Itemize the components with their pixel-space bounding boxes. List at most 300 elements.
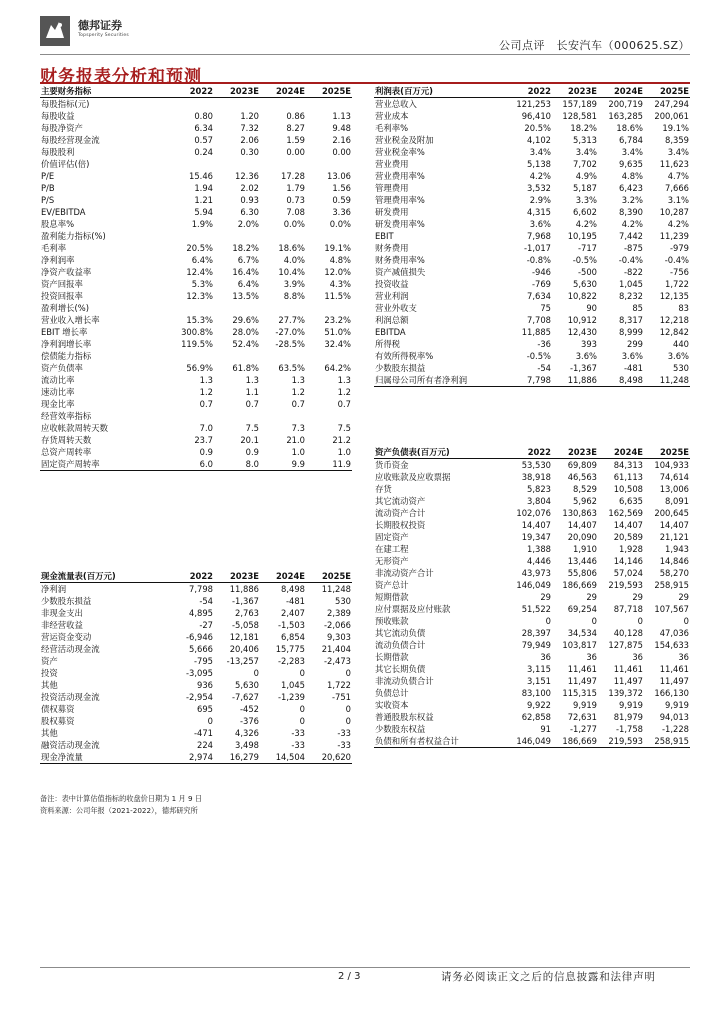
row-label: P/B bbox=[41, 183, 55, 193]
cell-value: 7.3 bbox=[291, 423, 305, 433]
cell-value: 12.36 bbox=[235, 171, 259, 181]
cell-value: 15.46 bbox=[189, 171, 213, 181]
cell-value: -1,017 bbox=[524, 243, 551, 253]
cell-value bbox=[214, 158, 260, 170]
cell-value: -7,627 bbox=[232, 692, 259, 702]
cell-value: 20.5% bbox=[524, 123, 551, 133]
company-logo-icon bbox=[40, 16, 70, 46]
table-row bbox=[40, 122, 352, 134]
brand-name: 德邦证券 bbox=[78, 19, 122, 32]
cell-value: 7,798 bbox=[506, 374, 552, 387]
row-label: 长期借款 bbox=[375, 652, 409, 662]
cell-value: 8,359 bbox=[665, 135, 689, 145]
table-row bbox=[374, 507, 690, 519]
table-row bbox=[374, 242, 690, 254]
cell-value: 5,823 bbox=[527, 484, 551, 494]
row-label: EBITDA bbox=[375, 327, 406, 337]
cell-value: -54 bbox=[537, 363, 551, 373]
cell-value: 2.02 bbox=[240, 183, 259, 193]
table-row bbox=[40, 290, 352, 302]
cell-value: 7.32 bbox=[240, 123, 259, 133]
row-label: 应收帐款周转天数 bbox=[41, 423, 108, 433]
cell-value: -2,283 bbox=[278, 656, 305, 666]
row-label: 股权募资 bbox=[41, 716, 75, 726]
cell-value bbox=[214, 302, 260, 314]
cell-value: 85 bbox=[632, 303, 643, 313]
cell-value: 119.5% bbox=[181, 339, 213, 349]
row-label: 经营效率指标 bbox=[41, 411, 92, 421]
row-label: 盈利能力指标(%) bbox=[41, 231, 106, 241]
cell-value: 7,442 bbox=[619, 231, 643, 241]
row-label: 营业利润 bbox=[375, 291, 409, 301]
row-label: 研发费用率% bbox=[375, 219, 425, 229]
cell-value: -0.5% bbox=[572, 255, 597, 265]
row-label: 营业收入增长率 bbox=[41, 315, 100, 325]
table-row bbox=[40, 242, 352, 254]
cell-value: 10,508 bbox=[613, 484, 643, 494]
cell-value: 121,253 bbox=[516, 99, 551, 109]
row-label: EV/EBITDA bbox=[41, 207, 86, 217]
cell-value: 64.2% bbox=[324, 363, 351, 373]
row-label: 营业税金及附加 bbox=[375, 135, 434, 145]
row-label: 非经营收益 bbox=[41, 620, 83, 630]
cell-value: 20,589 bbox=[613, 532, 643, 542]
cell-value: -13,257 bbox=[226, 656, 259, 666]
cell-value: 9,635 bbox=[619, 159, 643, 169]
cell-value: 28.0% bbox=[232, 327, 259, 337]
cell-value: 7.5 bbox=[337, 423, 351, 433]
table-row bbox=[40, 206, 352, 218]
cell-value bbox=[168, 158, 214, 170]
cell-value: 1.2 bbox=[199, 387, 213, 397]
table-row bbox=[40, 230, 352, 242]
cell-value: 103,817 bbox=[562, 640, 597, 650]
cell-value: 11.5% bbox=[324, 291, 351, 301]
table-row bbox=[40, 278, 352, 290]
cell-value: 7.08 bbox=[286, 207, 305, 217]
table-row bbox=[374, 290, 690, 302]
cell-value: 7,666 bbox=[665, 183, 689, 193]
cell-value: 20,620 bbox=[306, 751, 352, 764]
row-label: 资产负债率 bbox=[41, 363, 83, 373]
cell-value: 5,630 bbox=[573, 279, 597, 289]
row-label: 短期借款 bbox=[375, 592, 409, 602]
balance-sheet-table bbox=[374, 446, 690, 748]
cell-value: 0.0% bbox=[283, 219, 305, 229]
cell-value: 21,404 bbox=[321, 644, 351, 654]
cell-value: 3.6% bbox=[575, 351, 597, 361]
cell-value: 57,024 bbox=[613, 568, 643, 578]
row-label: 应付票据及应付账款 bbox=[375, 604, 451, 614]
row-label: 现金比率 bbox=[41, 399, 75, 409]
cell-value: 6.34 bbox=[194, 123, 213, 133]
cell-value: 128,581 bbox=[562, 111, 597, 121]
cell-value: 0.30 bbox=[240, 147, 259, 157]
cell-value: 58,270 bbox=[659, 568, 689, 578]
cell-value: 2025E bbox=[306, 570, 352, 583]
cell-value: 53,530 bbox=[521, 460, 551, 470]
row-label: 资产回报率 bbox=[41, 279, 83, 289]
cell-value: 40,128 bbox=[613, 628, 643, 638]
row-label: 利润总额 bbox=[375, 315, 409, 325]
page-number: 2 / 3 bbox=[338, 971, 361, 982]
table-row bbox=[40, 434, 352, 446]
cell-value: 3.3% bbox=[575, 195, 597, 205]
cell-value: -0.5% bbox=[526, 351, 551, 361]
cell-value: 146,049 bbox=[506, 735, 552, 748]
table-row bbox=[374, 723, 690, 735]
row-label: 价值评估(倍) bbox=[41, 159, 90, 169]
row-label: 投资收益 bbox=[375, 279, 409, 289]
cell-value: 1,045 bbox=[619, 279, 643, 289]
cell-value: 29 bbox=[540, 592, 551, 602]
cell-value: 14,504 bbox=[260, 751, 306, 764]
table-row bbox=[40, 655, 352, 667]
row-label: 普通股股东权益 bbox=[375, 712, 434, 722]
cell-value: 12.4% bbox=[186, 267, 213, 277]
table-row bbox=[40, 134, 352, 146]
cell-value: 4.2% bbox=[575, 219, 597, 229]
cell-value: 81,979 bbox=[613, 712, 643, 722]
cell-value: -33 bbox=[337, 728, 351, 738]
table-row bbox=[374, 146, 690, 158]
cell-value: -769 bbox=[531, 279, 551, 289]
table-row bbox=[40, 254, 352, 266]
cell-value: 1,388 bbox=[527, 544, 551, 554]
cell-value: 4,102 bbox=[527, 135, 551, 145]
cell-value bbox=[306, 350, 352, 362]
cell-value: 36 bbox=[632, 652, 643, 662]
cell-value: 5,666 bbox=[189, 644, 213, 654]
cell-value: 219,593 bbox=[598, 735, 644, 748]
table-row bbox=[374, 603, 690, 615]
table-row bbox=[374, 567, 690, 579]
cell-value: 7,968 bbox=[527, 231, 551, 241]
cell-value: 0 bbox=[345, 704, 351, 714]
table-row bbox=[374, 182, 690, 194]
cell-value: 4.9% bbox=[575, 171, 597, 181]
cell-value: -751 bbox=[331, 692, 351, 702]
cell-value: 258,915 bbox=[644, 735, 690, 748]
cell-value: 62,858 bbox=[521, 712, 551, 722]
cell-value: 258,915 bbox=[654, 580, 689, 590]
cell-value: 90 bbox=[586, 303, 597, 313]
table-row bbox=[40, 266, 352, 278]
row-label: 经营活动现金流 bbox=[41, 644, 100, 654]
cell-value: -1,239 bbox=[278, 692, 305, 702]
table-row bbox=[40, 751, 352, 764]
row-label: 存货 bbox=[375, 484, 392, 494]
table-row bbox=[374, 459, 690, 472]
cell-value: 69,254 bbox=[567, 604, 597, 614]
cell-value: -1,367 bbox=[570, 363, 597, 373]
table-row bbox=[374, 531, 690, 543]
table-header-row bbox=[374, 85, 690, 98]
row-label: 债权募资 bbox=[41, 704, 75, 714]
table-row bbox=[374, 122, 690, 134]
cell-value: 91 bbox=[540, 724, 551, 734]
cell-value: 162,569 bbox=[608, 508, 643, 518]
cell-value: 36 bbox=[586, 652, 597, 662]
cell-value: 3.36 bbox=[332, 207, 351, 217]
cell-value: 1.2 bbox=[291, 387, 305, 397]
cell-value: 75 bbox=[540, 303, 551, 313]
cell-value: 102,076 bbox=[516, 508, 551, 518]
row-label: 非流动资产合计 bbox=[375, 568, 434, 578]
cell-value: 0.7 bbox=[291, 399, 305, 409]
table-row bbox=[40, 218, 352, 230]
cell-value: 8,232 bbox=[619, 291, 643, 301]
row-label: 净资产收益率 bbox=[41, 267, 92, 277]
cell-value: 1.3 bbox=[291, 375, 305, 385]
cell-value bbox=[214, 350, 260, 362]
row-label: 营业总收入 bbox=[375, 99, 417, 109]
cell-value: 11,623 bbox=[659, 159, 689, 169]
table-row bbox=[40, 362, 352, 374]
cell-value: 0.57 bbox=[194, 135, 213, 145]
cell-value bbox=[306, 230, 352, 242]
cell-value: 2024E bbox=[260, 85, 306, 98]
cell-value: 13.5% bbox=[232, 291, 259, 301]
row-label: 其它流动资产 bbox=[375, 496, 426, 506]
page-header bbox=[40, 14, 690, 58]
cell-value: 8.0 bbox=[214, 458, 260, 471]
table-row bbox=[40, 691, 352, 703]
cell-value: 12,430 bbox=[567, 327, 597, 337]
row-label: 营运资金变动 bbox=[41, 632, 92, 642]
cell-value: 3,498 bbox=[235, 740, 259, 750]
cell-value: 36 bbox=[540, 652, 551, 662]
cell-value bbox=[260, 410, 306, 422]
row-label: 负债和所有者权益合计 bbox=[374, 735, 506, 748]
cell-value: -28.5% bbox=[275, 339, 305, 349]
row-label: 净利润 bbox=[41, 584, 67, 594]
cell-value: 36 bbox=[678, 652, 689, 662]
table-row bbox=[374, 230, 690, 242]
table-row bbox=[374, 591, 690, 603]
cell-value: 87,718 bbox=[613, 604, 643, 614]
table-row bbox=[374, 471, 690, 483]
table-row bbox=[374, 338, 690, 350]
cell-value: -481 bbox=[623, 363, 643, 373]
cell-value: -5,058 bbox=[232, 620, 259, 630]
cell-value: 0.59 bbox=[332, 195, 351, 205]
cell-value bbox=[168, 230, 214, 242]
cell-value: 0.86 bbox=[286, 111, 305, 121]
row-label: 管理费用率% bbox=[375, 195, 425, 205]
cell-value: 83,100 bbox=[521, 688, 551, 698]
cell-value: 11,497 bbox=[567, 676, 597, 686]
cell-value: 3.6% bbox=[621, 351, 643, 361]
table-row bbox=[40, 182, 352, 194]
cell-value: 18.2% bbox=[232, 243, 259, 253]
table-row bbox=[374, 519, 690, 531]
cell-value: -36 bbox=[537, 339, 551, 349]
cell-value: 6.30 bbox=[240, 207, 259, 217]
cell-value: -452 bbox=[239, 704, 259, 714]
cell-value: 20,406 bbox=[229, 644, 259, 654]
report-info: 公司点评 长安汽车（000625.SZ） bbox=[498, 39, 690, 52]
table-row bbox=[40, 350, 352, 362]
cell-value: 6,602 bbox=[573, 207, 597, 217]
table-row bbox=[374, 483, 690, 495]
cell-value: 27.7% bbox=[278, 315, 305, 325]
cell-value: 18.6% bbox=[616, 123, 643, 133]
cell-value: 107,567 bbox=[654, 604, 689, 614]
cell-value: 8.27 bbox=[286, 123, 305, 133]
cell-value: 166,130 bbox=[654, 688, 689, 698]
cell-value: 0.00 bbox=[286, 147, 305, 157]
cell-value: 5,962 bbox=[573, 496, 597, 506]
table-row bbox=[374, 206, 690, 218]
cell-value: -1,228 bbox=[662, 724, 689, 734]
cell-value: -979 bbox=[669, 243, 689, 253]
row-label: EBIT bbox=[375, 231, 394, 241]
table-row bbox=[374, 302, 690, 314]
cell-value: 5,138 bbox=[527, 159, 551, 169]
cell-value: 2,389 bbox=[327, 608, 351, 618]
cell-value: 3.1% bbox=[667, 195, 689, 205]
table-row bbox=[40, 667, 352, 679]
cell-value: 1.3 bbox=[199, 375, 213, 385]
row-label: 投资回报率 bbox=[41, 291, 83, 301]
cell-value bbox=[306, 410, 352, 422]
cell-value: -2,473 bbox=[324, 656, 351, 666]
cell-value: 11,497 bbox=[659, 676, 689, 686]
cell-value: 8,317 bbox=[619, 315, 643, 325]
row-label: 偿债能力指标 bbox=[41, 351, 92, 361]
cell-value: 29 bbox=[678, 592, 689, 602]
table-row bbox=[374, 350, 690, 362]
table-row bbox=[374, 675, 690, 687]
table-row bbox=[40, 619, 352, 631]
row-label: 少数股东损益 bbox=[41, 596, 92, 606]
table-row bbox=[374, 134, 690, 146]
cell-value: 13.06 bbox=[327, 171, 351, 181]
table-row bbox=[374, 98, 690, 111]
cell-value: 2024E bbox=[598, 446, 644, 459]
cell-value: 1,943 bbox=[665, 544, 689, 554]
key-indicators-table bbox=[40, 85, 352, 471]
cell-value: 2024E bbox=[260, 570, 306, 583]
cell-value bbox=[214, 230, 260, 242]
cell-value bbox=[306, 302, 352, 314]
row-label: 财务费用 bbox=[375, 243, 409, 253]
cell-value: 19.1% bbox=[662, 123, 689, 133]
cell-value: -471 bbox=[193, 728, 213, 738]
cell-value: 2,407 bbox=[281, 608, 305, 618]
cell-value: 63.5% bbox=[278, 363, 305, 373]
row-label: 流动资产合计 bbox=[375, 508, 426, 518]
cell-value: -875 bbox=[623, 243, 643, 253]
table-row bbox=[40, 446, 352, 458]
cell-value: 186,669 bbox=[562, 580, 597, 590]
row-label: 每股净资产 bbox=[41, 123, 83, 133]
cell-value: 9,919 bbox=[573, 700, 597, 710]
cell-value: 299 bbox=[627, 339, 643, 349]
cell-value: 3.2% bbox=[621, 195, 643, 205]
table-row bbox=[374, 326, 690, 338]
cell-value: 3,115 bbox=[527, 664, 551, 674]
cell-value: -0.4% bbox=[664, 255, 689, 265]
cell-value: 1.3 bbox=[245, 375, 259, 385]
cell-value: 1.0 bbox=[291, 447, 305, 457]
cell-value bbox=[168, 410, 214, 422]
table-row bbox=[374, 266, 690, 278]
cell-value: -27 bbox=[199, 620, 213, 630]
cell-value bbox=[260, 230, 306, 242]
row-label: 研发费用 bbox=[375, 207, 409, 217]
row-label: 少数股东权益 bbox=[375, 724, 426, 734]
cell-value: 1.21 bbox=[194, 195, 213, 205]
cell-value: -1,277 bbox=[570, 724, 597, 734]
cell-value: 11,248 bbox=[321, 584, 351, 594]
cell-value: 18.2% bbox=[570, 123, 597, 133]
cell-value: 2022 bbox=[506, 446, 552, 459]
cell-value: 29 bbox=[586, 592, 597, 602]
row-label: 财务费用率% bbox=[375, 255, 425, 265]
row-label: 非现金支出 bbox=[41, 608, 83, 618]
cell-value: 4.0% bbox=[283, 255, 305, 265]
row-label: 在建工程 bbox=[375, 544, 409, 554]
cell-value bbox=[214, 98, 260, 111]
cell-value: 14,407 bbox=[567, 520, 597, 530]
row-label: 每股经营现金流 bbox=[41, 135, 100, 145]
cell-value bbox=[260, 158, 306, 170]
cell-value: 12,135 bbox=[659, 291, 689, 301]
row-label: 无形资产 bbox=[375, 556, 409, 566]
cell-value: 11.9 bbox=[306, 458, 352, 471]
cell-value: 1.94 bbox=[194, 183, 213, 193]
cell-value: 5.3% bbox=[191, 279, 213, 289]
cell-value: 13,446 bbox=[567, 556, 597, 566]
table-row bbox=[40, 398, 352, 410]
row-label: 非流动负债合计 bbox=[375, 676, 434, 686]
cell-value: 224 bbox=[197, 740, 213, 750]
cell-value: 2.9% bbox=[529, 195, 551, 205]
cell-value: -717 bbox=[577, 243, 597, 253]
cell-value: 38,918 bbox=[521, 472, 551, 482]
row-label: 每股股利 bbox=[41, 147, 75, 157]
row-label: 盈利增长(%) bbox=[41, 303, 89, 313]
table-row bbox=[374, 278, 690, 290]
cell-value: -376 bbox=[239, 716, 259, 726]
cell-value: 9,919 bbox=[665, 700, 689, 710]
table-row bbox=[40, 302, 352, 314]
cell-value: 0.7 bbox=[199, 399, 213, 409]
cell-value: 0.73 bbox=[286, 195, 305, 205]
cell-value bbox=[214, 410, 260, 422]
cell-value: 3,151 bbox=[527, 676, 551, 686]
cell-value: 18.6% bbox=[278, 243, 305, 253]
cell-value: 10,195 bbox=[567, 231, 597, 241]
row-label: 实收资本 bbox=[375, 700, 409, 710]
cell-value: 11,886 bbox=[229, 584, 259, 594]
cell-value: 9.48 bbox=[332, 123, 351, 133]
cell-value: -1,503 bbox=[278, 620, 305, 630]
row-label: 流动比率 bbox=[41, 375, 75, 385]
cell-value: 55,806 bbox=[567, 568, 597, 578]
row-label: 有效所得税率% bbox=[375, 351, 434, 361]
cell-value: 3.4% bbox=[529, 147, 551, 157]
cell-value: 12.0% bbox=[324, 267, 351, 277]
cell-value: 1.3 bbox=[337, 375, 351, 385]
cell-value bbox=[168, 350, 214, 362]
income-statement-table bbox=[374, 85, 690, 387]
cell-value: -6,946 bbox=[186, 632, 213, 642]
cell-value: 0 bbox=[345, 716, 351, 726]
cell-value: 2022 bbox=[506, 85, 552, 98]
